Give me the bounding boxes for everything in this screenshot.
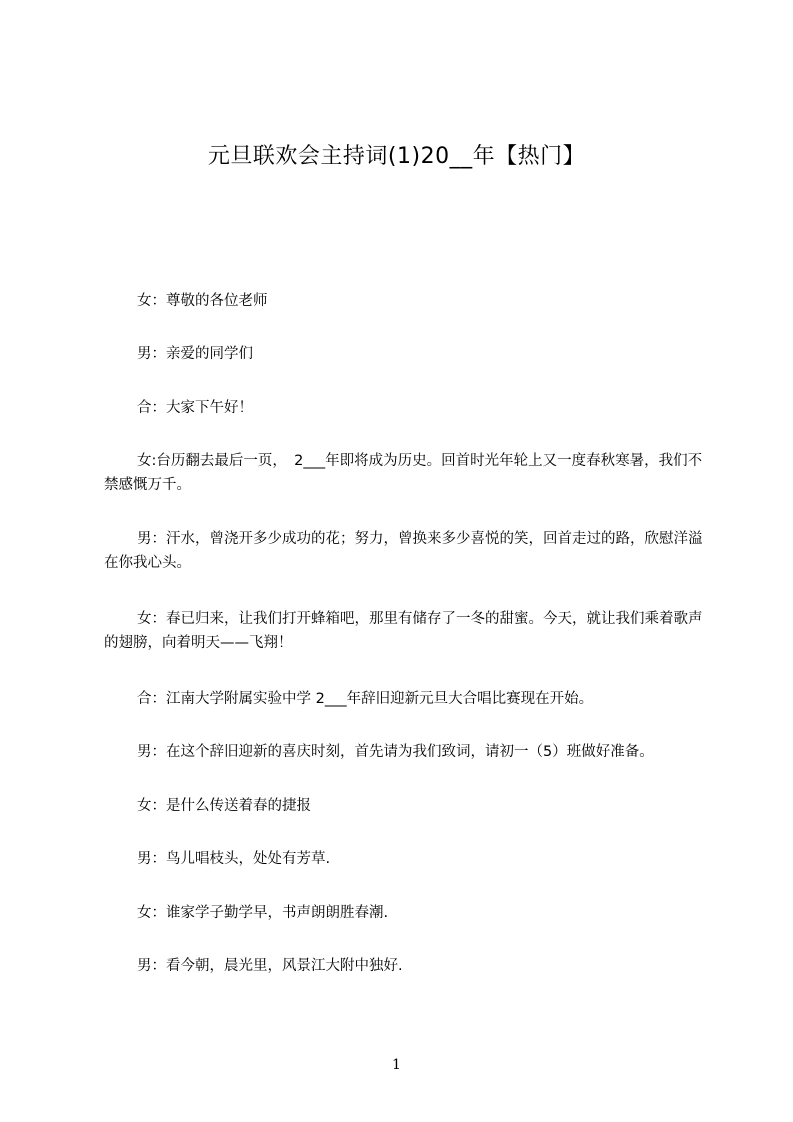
paragraph-7: 合：江南大学附属实验中学 2___年辞旧迎新元旦大合唱比赛现在开始。	[137, 691, 594, 707]
paragraph-12: 男：看今朝，晨光里，风景江大附中独好.	[137, 958, 403, 974]
paragraph-3: 合：大家下午好！	[137, 400, 253, 416]
paragraph-4: 女:台历翻去最后一页， 2___年即将成为历史。回首时光年轮上又一度春秋寒暑，我们不禁感慨万千。	[104, 453, 703, 493]
paragraph-10: 男：鸟儿唱枝头，处处有芳草.	[137, 851, 331, 867]
paragraph-9: 女：是什么传送着春的捷报	[137, 798, 311, 814]
paragraph-1: 女：尊敬的各位老师	[137, 293, 268, 309]
page-number: 1	[392, 1057, 401, 1073]
paragraph-6: 女：春已归来，让我们打开蜂箱吧，那里有储存了一冬的甜蜜。今天，就让我们乘着歌声的翅膀，向着明天——飞翔！	[104, 611, 703, 651]
page-title: 元旦联欢会主持词(1)20__年【热门】	[207, 144, 586, 169]
paragraph-8: 男：在这个辞旧迎新的喜庆时刻，首先请为我们致词，请初一（5）班做好准备。	[137, 744, 654, 760]
paragraph-5: 男：汗水，曾浇开多少成功的花；努力，曾换来多少喜悦的笑，回首走过的路，欣慰洋溢在你我心头。	[104, 531, 703, 571]
paragraph-2: 男：亲爱的同学们	[137, 346, 253, 362]
paragraph-11: 女：谁家学子勤学早，书声朗朗胜春潮.	[137, 905, 389, 921]
